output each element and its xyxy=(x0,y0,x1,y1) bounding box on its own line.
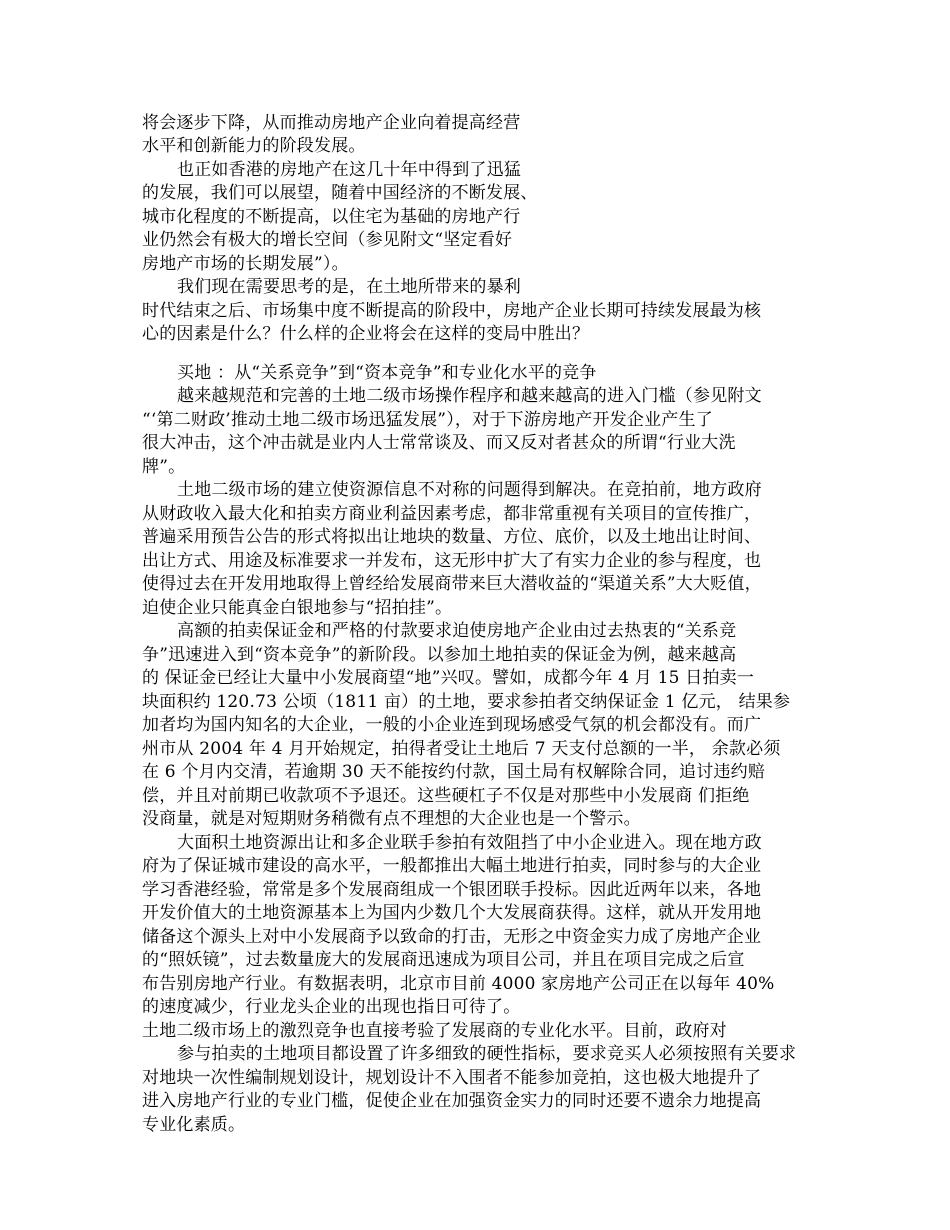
text-line: 从财政收入最大化和拍卖方商业利益因素考虑，都非常重视有关项目的宣传推广， xyxy=(142,504,762,524)
text-line: 的速度减少，行业龙头企业的出现也指日可待了。 xyxy=(142,997,521,1017)
paragraph-first-line: 高额的拍卖保证金和严格的付款要求迫使房地产企业由过去热衷的“关系竞 xyxy=(177,621,737,641)
text-line: 的 保证金已经让大量中小发展商望“地”兴叹。譬如，成都今年 4 月 15 日拍卖一 xyxy=(142,668,755,688)
text-line: 业仍然会有极大的增长空间（参见附文“坚定看好 xyxy=(142,230,513,250)
text-line: 将会逐步下降，从而推动房地产企业向着提高经营 xyxy=(142,113,521,133)
text-line: 使得过去在开发用地取得上曾经给发展商带来巨大潜收益的“渠道关系”大大贬值， xyxy=(142,574,762,594)
text-line: 学习香港经验，常常是多个发展商组成一个银团联手投标。因此近两年以来，各地 xyxy=(142,880,762,900)
text-line: 没商量，就是对短期财务稍微有点不理想的大企业也是一个警示。 xyxy=(142,809,641,829)
text-line: 开发价值大的土地资源基本上为国内少数几个大发展商获得。这样，就从开发用地 xyxy=(142,903,762,923)
paragraph-first-line: 越来越规范和完善的土地二级市场操作程序和越来越高的进入门槛（参见附文 xyxy=(177,386,762,406)
text-line: 出让方式、用途及标准要求一并发布，这无形中扩大了有实力企业的参与程度，也 xyxy=(142,551,762,571)
text-line: 偿，并且对前期已收款项不予退还。这些硬杠子不仅是对那些中小发展商 们拒绝 xyxy=(142,786,750,806)
paragraph-first-line: 也正如香港的房地产在这几十年中得到了迅猛 xyxy=(177,160,521,180)
text-line: 很大冲击，这个冲击就是业内人士常常谈及、而又反对者甚众的所谓“行业大洗 xyxy=(142,433,736,453)
text-line: 普遍采用预告公告的形式将拟出让地块的数量、方位、底价，以及土地出让时间、 xyxy=(142,527,762,547)
text-line: 迫使企业只能真金白银地参与“招拍挂”。 xyxy=(142,598,453,618)
text-line: “‘第二财政’推动土地二级市场迅猛发展”），对于下游房地产开发企业产生了 xyxy=(142,410,713,430)
paragraph-first-line: 大面积土地资源出让和多企业联手参拍有效阻挡了中小企业进入。现在地方政 xyxy=(177,833,762,853)
section-heading: 买地 ：从“关系竞争”到“资本竞争”和专业化水平的竞争 xyxy=(177,363,597,383)
text-line: 储备这个源头上对中小发展商予以致命的打击，无形之中资金实力成了房地产企业 xyxy=(142,927,762,947)
text-line: 时代结束之后、市场集中度不断提高的阶段中，房地产企业长期可持续发展最为核 xyxy=(142,301,762,321)
text-line: 土地二级市场上的激烈竞争也直接考验了发展商的专业化水平。目前，政府对 xyxy=(142,1021,727,1041)
text-line: 块面积约 120.73 公顷（1811 亩）的土地，要求参拍者交纳保证金 1 亿元， 结果参 xyxy=(142,692,791,712)
text-line: 布告别房地产行业。有数据表明，北京市目前 4000 家房地产公司正在以每年 40% xyxy=(142,974,775,994)
text-line: 心的因素是什么？什么样的企业将会在这样的变局中胜出？ xyxy=(142,324,590,344)
text-line: 对地块一次性编制规划设计，规划设计不入围者不能参加竞拍，这也极大地提升了 xyxy=(142,1068,762,1088)
text-line: 城市化程度的不断提高，以住宅为基础的房地产行 xyxy=(142,207,521,227)
paragraph-first-line: 参与拍卖的土地项目都设置了许多细致的硬性指标，要求竞买人必须按照有关要求 xyxy=(177,1044,797,1064)
text-line: 的“照妖镜”，过去数量庞大的发展商迅速成为项目公司，并且在项目完成之后宣 xyxy=(142,950,745,970)
text-line: 府为了保证城市建设的高水平，一般都推出大幅土地进行拍卖，同时参与的大企业 xyxy=(142,856,762,876)
text-line: 州市从 2004 年 4 月开始规定，拍得者受让土地后 7 天支付总额的一半， 余款必须 xyxy=(142,739,781,759)
text-line: 专业化素质。 xyxy=(142,1115,246,1135)
text-line: 在 6 个月内交清，若逾期 30 天不能按约付款，国土局有权解除合同，追讨违约赔 xyxy=(142,762,766,782)
paragraph-first-line: 我们现在需要思考的是，在土地所带来的暴利 xyxy=(177,277,521,297)
text-line: 进入房地产行业的专业门槛，促使企业在加强资金实力的同时还要不遗余力地提高 xyxy=(142,1091,762,1111)
text-line: 牌”。 xyxy=(142,457,186,477)
text-line: 争”迅速进入到“资本竞争”的新阶段。以参加土地拍卖的保证金为例，越来越高 xyxy=(142,645,737,665)
text-line: 的发展，我们可以展望，随着中国经济的不断发展、 xyxy=(142,183,538,203)
text-line: 加者均为国内知名的大企业，一般的小企业连到现场感受气氛的机会都没有。而广 xyxy=(142,715,762,735)
text-line: 房地产市场的长期发展”）。 xyxy=(142,254,349,274)
text-line: 水平和创新能力的阶段发展。 xyxy=(142,136,366,156)
paragraph-first-line: 土地二级市场的建立使资源信息不对称的问题得到解决。在竞拍前，地方政府 xyxy=(177,480,762,500)
